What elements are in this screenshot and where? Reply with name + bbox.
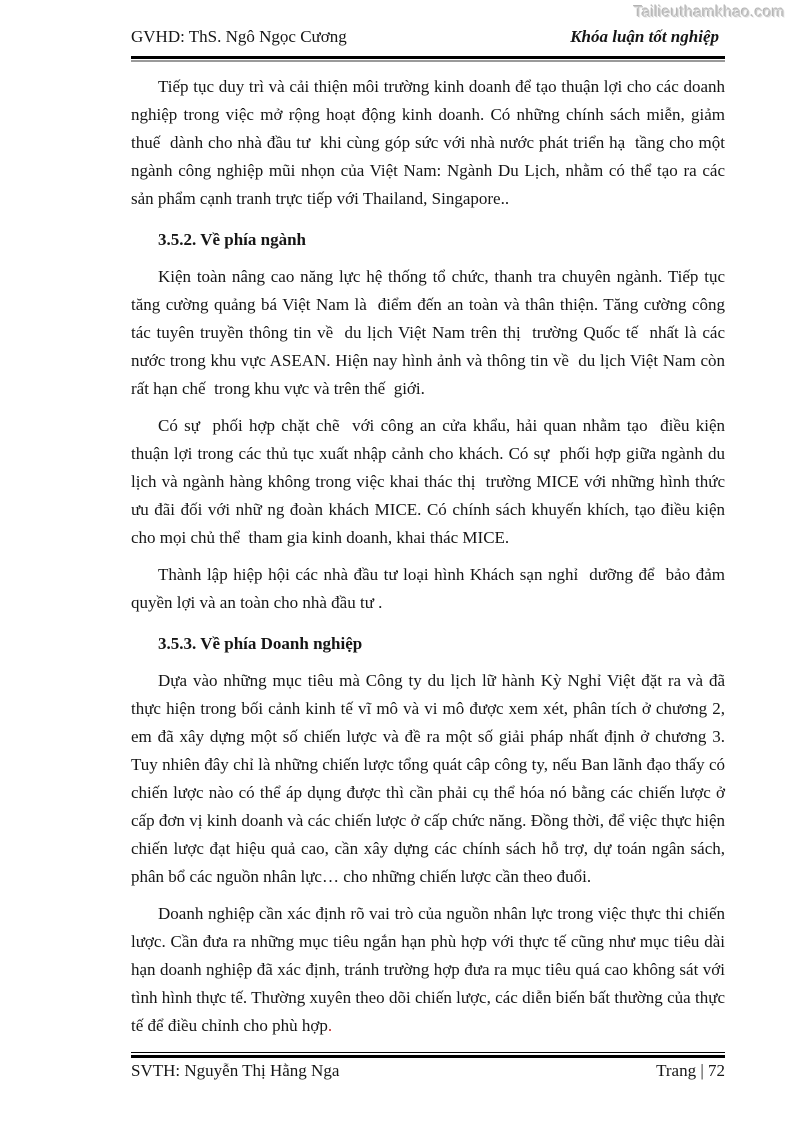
page-footer — [131, 1052, 725, 1081]
footer-rule-top — [131, 1052, 725, 1053]
paragraph-text: Doanh nghiệp cần xác định rõ vai trò của nguồn nhân lực trong việc thực thi chiến lược. Cần đưa ra những mục tiêu ngắn hạn phù hợp với thực tế cũng như mục tiêu dài hạn doanh nghiệp đã xác định, tránh trường hợp đưa ra mục tiêu quá cao không sát với tình hình thực tế. Thường xuyên theo dõi chiến lược, các diễn biến bất thường của thực tế để điều chỉnh cho phù hợp — [131, 904, 730, 1035]
watermark-text: Tailieuthamkhao.com — [633, 4, 785, 21]
footer-author-label: SVTH: Nguyễn Thị Hằng Nga — [131, 1061, 340, 1080]
paragraph — [131, 900, 730, 1040]
header-thesis-title: Khóa luận tốt nghiệp — [570, 27, 719, 46]
paragraph: Kiện toàn nâng cao năng lực hệ thống tổ chức, thanh tra chuyên ngành. Tiếp tục tăng cường quảng bá Việt Nam là điểm đến an toàn và thân thiện. Tăng cường công tác tuyên truyền thông tin về du lịch Việt Nam trên thị trường Quốc tế nhất là các nước trong khu vực ASEAN. Hiện nay hình ảnh và thông tin về du lịch Việt Nam còn rất hạn chế trong khu vực và trên thế giới. — [131, 267, 730, 398]
footer-rule-bottom — [131, 1055, 725, 1058]
paragraph: Dựa vào những mục tiêu mà Công ty du lịch lữ hành Kỳ Nghỉ Việt đặt ra và đã thực hiện trong bối cảnh kinh tế vĩ mô và vi mô được xem xét, phân tích ở chương 2, em đã xây dựng một số chiến lược và đề ra một số giải pháp nhất định ở chương 3. Tuy nhiên đây chỉ là những chiến lược tổng quát câp công ty, nếu Ban lãnh đạo thấy có chiến lược nào có thể áp dụng được thì cần phải cụ thể hóa nó bằng các chiến lược ở cấp đơn vị kinh doanh và các chiến lược ở cấp chức năng. Đồng thời, để việc thực hiện chiến lược đạt hiệu quả cao, cần xây dựng các chính sách hỗ trợ, dự toán ngân sách, phân bổ các nguồn nhân lực… cho những chiến lược cần theo đuổi. — [131, 671, 730, 886]
section-heading-3-5-3: 3.5.3. Về phía Doanh nghiệp — [158, 634, 363, 653]
page-content — [131, 27, 734, 1049]
section-heading-3-5-2: 3.5.2. Về phía ngành — [158, 230, 307, 249]
document-body — [131, 73, 734, 1040]
header-supervisor-label: GVHD: ThS. Ngô Ngọc Cương — [131, 27, 347, 46]
footer-page-number: Trang | 72 — [656, 1061, 725, 1080]
footer-row — [131, 1061, 725, 1081]
paragraph: Tiếp tục duy trì và cải thiện môi trường kinh doanh để tạo thuận lợi cho các doanh nghiệp trong việc mở rộng hoạt động kinh doanh. Có những chính sách miễn, giảm thuế dành cho nhà đầu tư khi cùng góp sức với nhà nước phát triển hạ tầng cho một ngành công nghiệp mũi nhọn của Việt Nam: Ngành Du Lịch, nhằm có thể tạo ra các sản phẩm cạnh tranh trực tiếp với Thailand, Singapore.. — [131, 77, 734, 208]
page-header — [131, 27, 725, 47]
header-rule-top — [131, 56, 725, 59]
paragraph: Có sự phối hợp chặt chẽ với công an cửa khẩu, hải quan nhằm tạo điều kiện thuận lợi trong các thủ tục xuất nhập cảnh cho khách. Có sự phối hợp giữa ngành du lịch và ngành hàng không trong việc khai thác thị trường MICE với những hình thức ưu đãi đối với nhữ ng đoàn khách MICE. Có chính sách khuyến khích, tạo điều kiện cho mọi chủ thể tham gia kinh doanh, khai thác MICE. — [131, 416, 730, 547]
header-rule-bottom — [131, 60, 725, 62]
paragraph: Thành lập hiệp hội các nhà đầu tư loại hình Khách sạn nghỉ dưỡng để bảo đảm quyền lợi và an toàn cho nhà đầu tư . — [131, 565, 730, 612]
red-period: . — [327, 1016, 333, 1035]
